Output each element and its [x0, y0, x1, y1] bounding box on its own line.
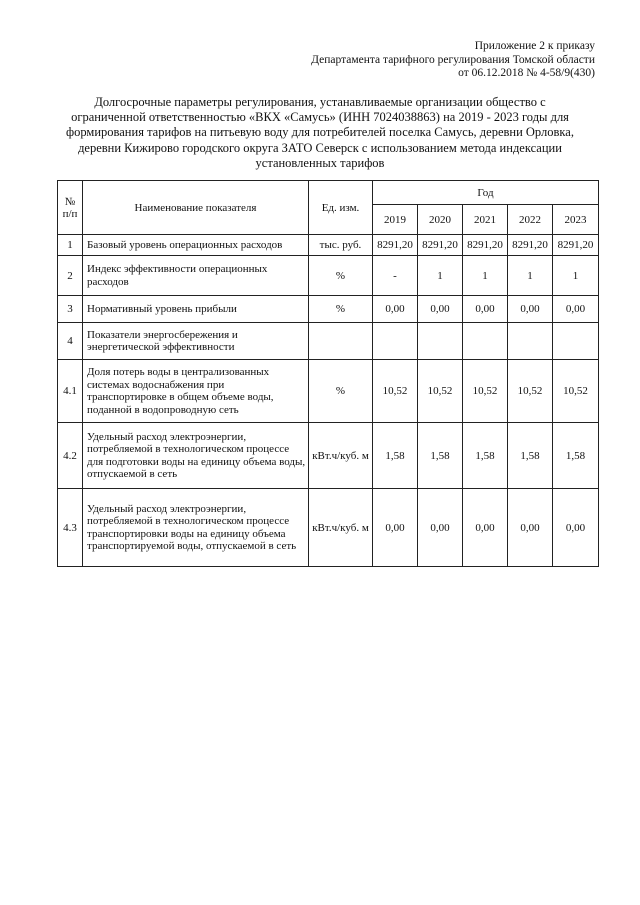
row-unit — [309, 323, 373, 360]
row-value: 0,00 — [553, 489, 599, 567]
row-value: 0,00 — [508, 489, 553, 567]
row-num: 4 — [58, 323, 83, 360]
row-value — [373, 323, 418, 360]
header-year-group: Год — [373, 181, 599, 205]
title-line-2: ограниченной ответственностью «ВКХ «Самусь» (ИНН 7024038863) на 2019 - 2023 годы для — [71, 110, 569, 125]
row-value: 0,00 — [373, 296, 418, 323]
title-line-5: установленных тарифов — [255, 155, 385, 170]
table-row — [58, 360, 599, 423]
row-value: 1 — [553, 256, 599, 296]
row-value — [553, 323, 599, 360]
row-unit: % — [309, 296, 373, 323]
row-value: 10,52 — [418, 360, 463, 423]
appendix-line-1: Приложение 2 к приказу — [474, 40, 595, 52]
table-row — [58, 296, 599, 323]
row-value: 0,00 — [418, 296, 463, 323]
row-num: 4.2 — [58, 423, 83, 489]
row-value: 0,00 — [418, 489, 463, 567]
row-value: 1,58 — [508, 423, 553, 489]
row-unit: % — [309, 360, 373, 423]
row-name: Доля потерь воды в централизованных системах водоснабжения при транспортировке в общем объеме воды, поданной в водопроводную сеть — [83, 360, 309, 423]
row-num: 3 — [58, 296, 83, 323]
row-name: Базовый уровень операционных расходов — [83, 235, 309, 256]
row-value: 8291,20 — [553, 235, 599, 256]
row-value: 8291,20 — [418, 235, 463, 256]
table-row — [58, 323, 599, 360]
row-unit: кВт.ч/куб. м — [309, 423, 373, 489]
row-value: 8291,20 — [373, 235, 418, 256]
title-line-4: деревни Кижирово городского округа ЗАТО Северск с использованием метода индексации — [78, 140, 562, 155]
row-value: 8291,20 — [463, 235, 508, 256]
row-value: 1,58 — [463, 423, 508, 489]
appendix-line-3: от 06.12.2018 № 4-58/9(430) — [458, 67, 595, 79]
row-value: 0,00 — [508, 296, 553, 323]
header-num: № п/п — [58, 181, 83, 235]
appendix-line-2: Департамента тарифного регулирования Томской области — [311, 53, 595, 66]
row-name: Показатели энергосбережения и энергетической эффективности — [83, 323, 309, 360]
row-value: 8291,20 — [508, 235, 553, 256]
header-name: Наименование показателя — [83, 181, 309, 235]
row-value: - — [373, 256, 418, 296]
row-num: 2 — [58, 256, 83, 296]
title-line-1: Долгосрочные параметры регулирования, устанавливаемые организации общество с — [94, 95, 546, 109]
row-value: 1,58 — [373, 423, 418, 489]
row-value: 10,52 — [508, 360, 553, 423]
header-year: 2021 — [463, 205, 508, 235]
header-year: 2020 — [418, 205, 463, 235]
title-line-3: формирования тарифов на питьевую воду для потребителей поселка Самусь, деревни Орловка, — [66, 125, 574, 140]
header-year: 2023 — [553, 205, 599, 235]
row-value — [508, 323, 553, 360]
row-value: 1 — [418, 256, 463, 296]
row-name: Нормативный уровень прибыли — [83, 296, 309, 323]
parameters-table — [57, 180, 599, 567]
header-year: 2019 — [373, 205, 418, 235]
row-name: Удельный расход электроэнергии, потребляемой в технологическом процессе транспортировки воды на единицу объема транспортируемой воды, отпускаемой в сеть — [83, 489, 309, 567]
table-row — [58, 489, 599, 567]
row-value: 10,52 — [373, 360, 418, 423]
header-year: 2022 — [508, 205, 553, 235]
row-value — [463, 323, 508, 360]
row-value: 1,58 — [418, 423, 463, 489]
row-value: 0,00 — [463, 296, 508, 323]
row-value: 1 — [463, 256, 508, 296]
row-value: 0,00 — [463, 489, 508, 567]
row-unit: % — [309, 256, 373, 296]
row-value: 0,00 — [373, 489, 418, 567]
table-row — [58, 423, 599, 489]
table-row — [58, 256, 599, 296]
row-value: 10,52 — [463, 360, 508, 423]
row-num: 4.3 — [58, 489, 83, 567]
document-title — [58, 95, 582, 171]
row-name: Индекс эффективности операционных расходов — [83, 256, 309, 296]
header-unit: Ед. изм. — [309, 181, 373, 235]
appendix-note — [311, 40, 595, 81]
row-value: 10,52 — [553, 360, 599, 423]
row-value: 0,00 — [553, 296, 599, 323]
row-num: 1 — [58, 235, 83, 256]
row-value: 1 — [508, 256, 553, 296]
row-value: 1,58 — [553, 423, 599, 489]
row-value — [418, 323, 463, 360]
table-row — [58, 235, 599, 256]
row-name: Удельный расход электроэнергии, потребляемой в технологическом процессе для подготовки воды на единицу объема воды, отпускаемой в сеть — [83, 423, 309, 489]
row-unit: кВт.ч/куб. м — [309, 489, 373, 567]
row-num: 4.1 — [58, 360, 83, 423]
row-unit: тыс. руб. — [309, 235, 373, 256]
